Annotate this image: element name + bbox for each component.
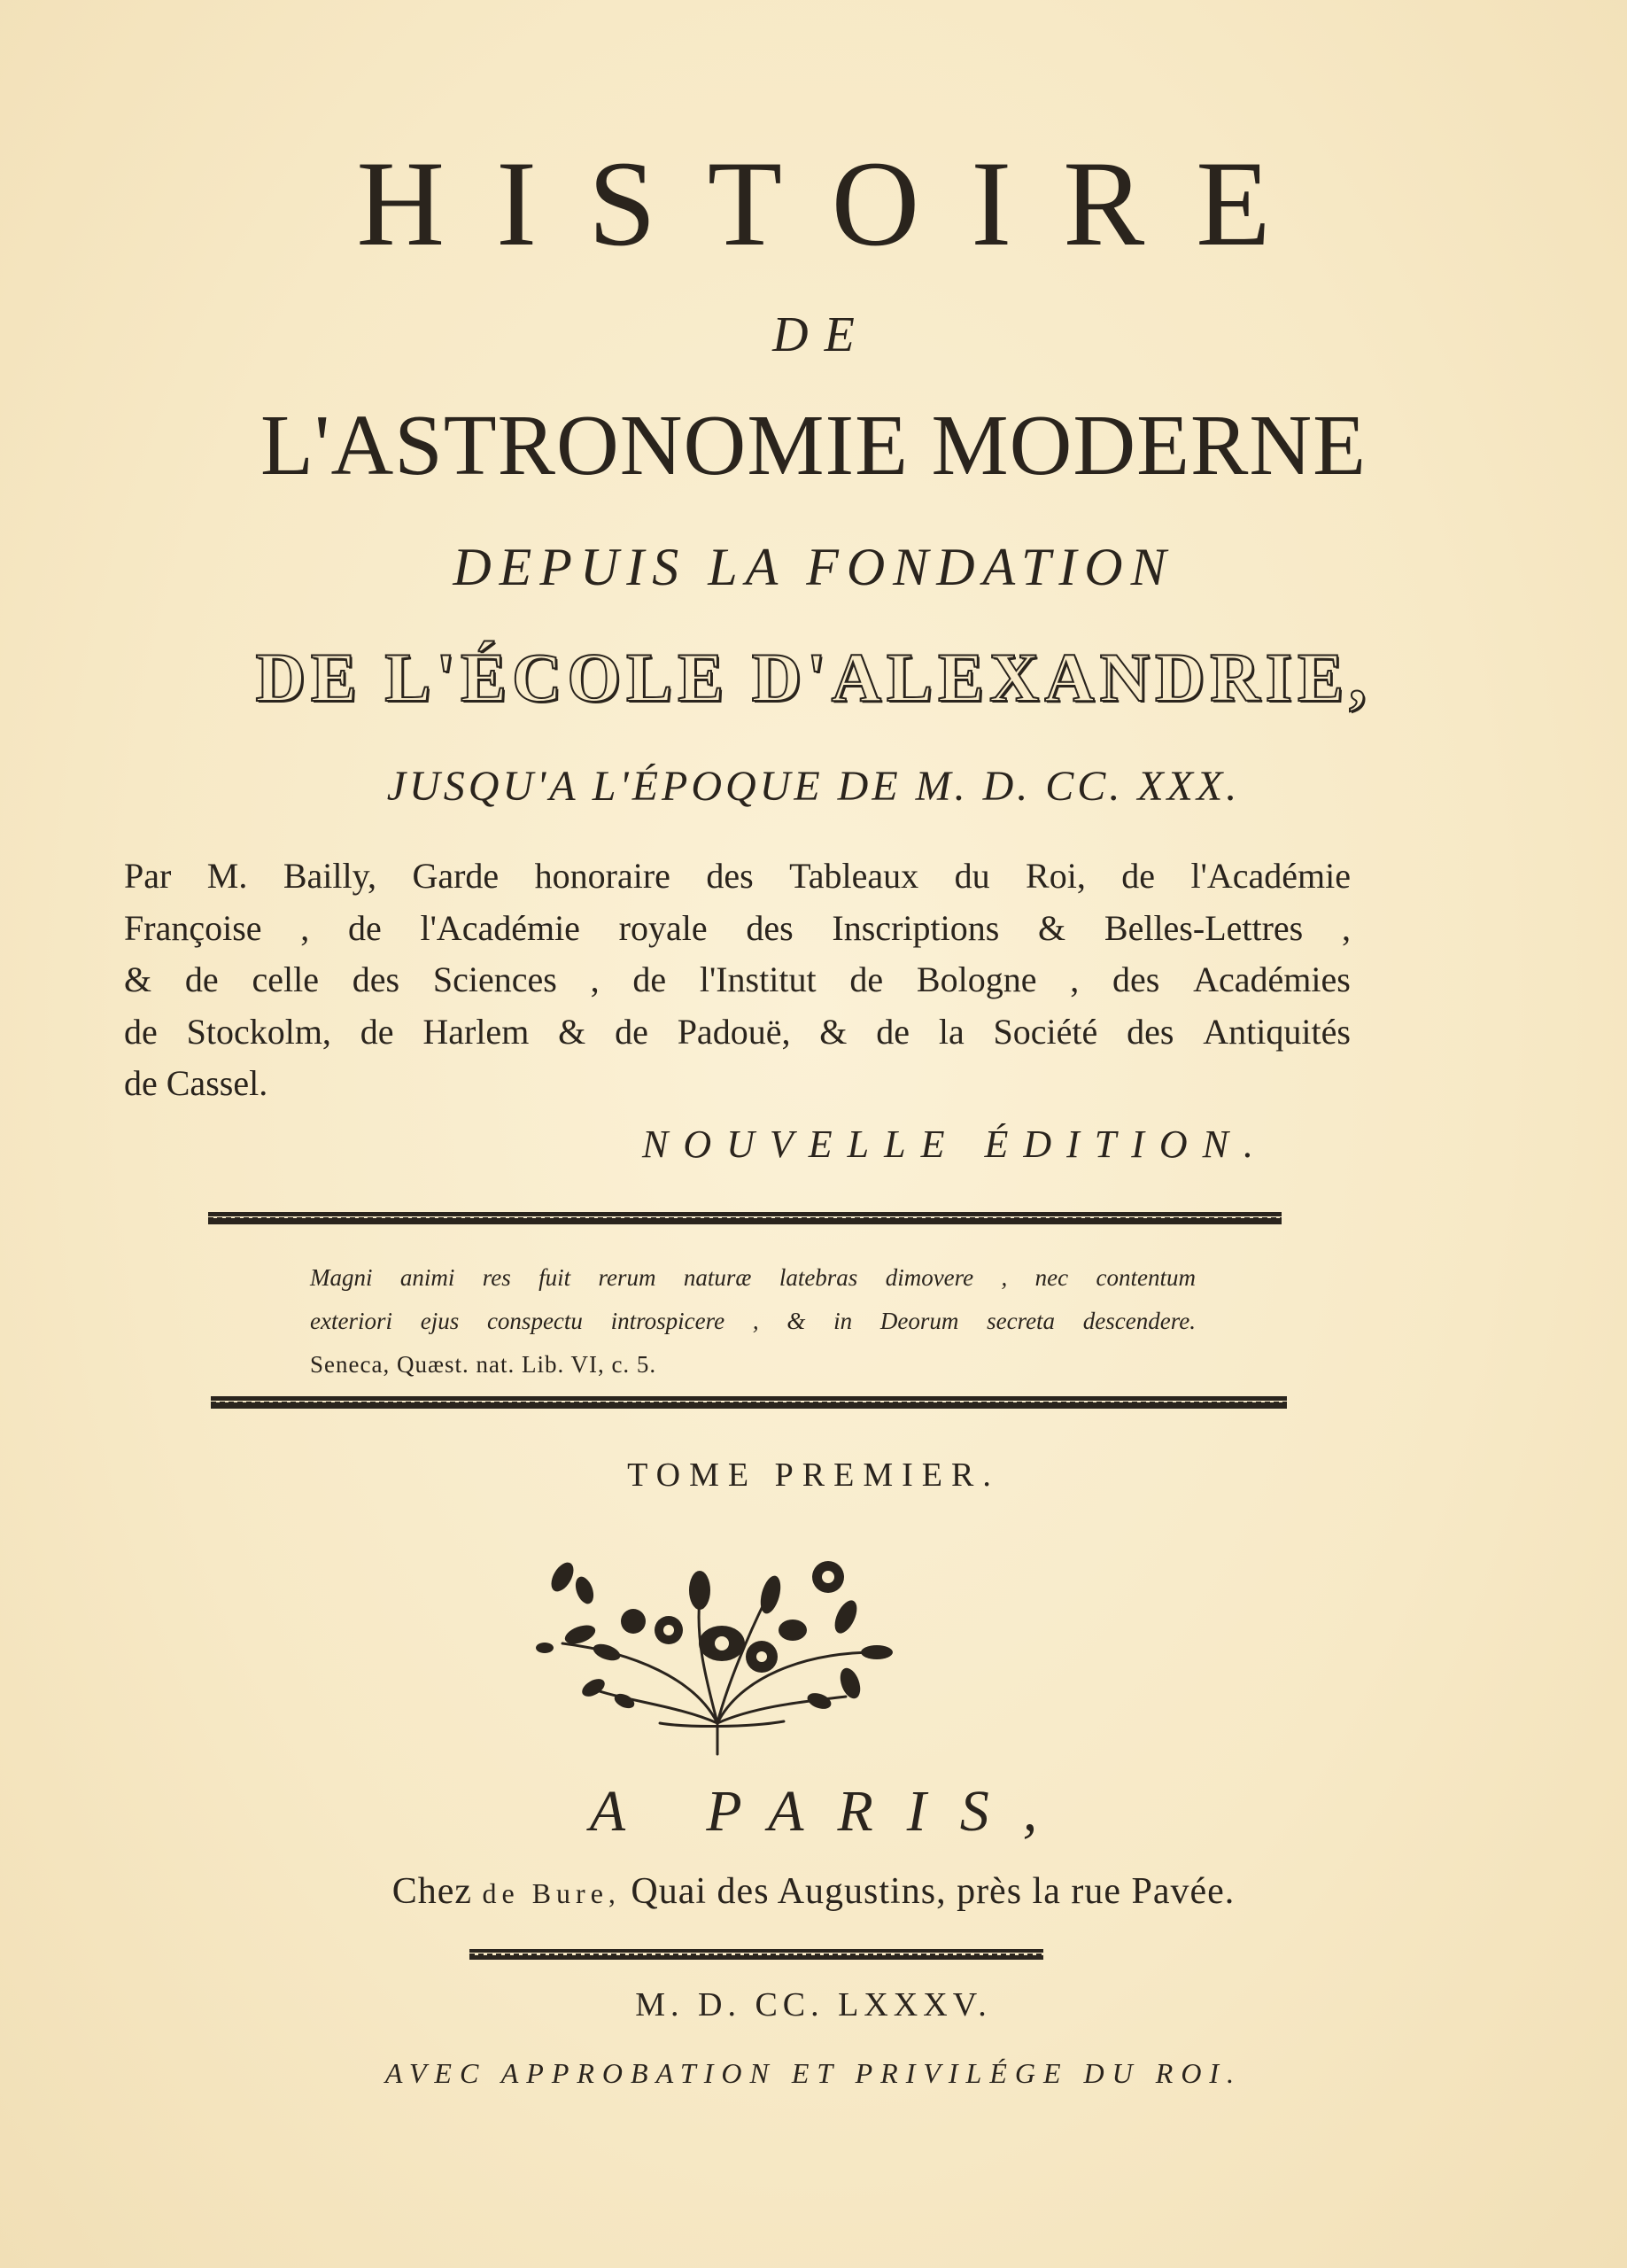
epigraph-word: , bbox=[752, 1308, 759, 1334]
author-word: Padouë, bbox=[677, 1011, 791, 1052]
volume-label: TOME PREMIER. bbox=[627, 1456, 1000, 1494]
book-subject: L'ASTRONOMIE MODERNE bbox=[260, 398, 1367, 493]
author-word: honoraire bbox=[534, 856, 670, 896]
author-word: des bbox=[746, 907, 794, 948]
publisher-name: de Bure, bbox=[482, 1877, 621, 1909]
epigraph-word: & bbox=[786, 1308, 806, 1334]
author-word: Françoise bbox=[124, 907, 262, 948]
author-word: Garde bbox=[412, 856, 500, 896]
epigraph-word: latebras bbox=[779, 1264, 858, 1291]
epigraph-line bbox=[310, 1256, 1196, 1300]
epigraph-word: contentum bbox=[1096, 1264, 1196, 1291]
subtitle-depuis: DEPUIS LA FONDATION bbox=[453, 538, 1174, 596]
author-word: de bbox=[632, 959, 667, 999]
epigraph-word: dimovere bbox=[885, 1264, 974, 1291]
author-word: Antiquités bbox=[1203, 1011, 1351, 1052]
author-word: & bbox=[819, 1011, 848, 1052]
author-word: de bbox=[124, 1011, 158, 1052]
author-word: de bbox=[615, 1011, 648, 1052]
epigraph-word: naturæ bbox=[683, 1264, 752, 1291]
author-word: de bbox=[360, 1011, 394, 1052]
author-word: Belles-Lettres bbox=[1104, 907, 1304, 948]
epigraph-source: Seneca, Quæst. nat. Lib. VI, c. 5. bbox=[310, 1351, 657, 1378]
author-word: Roi, bbox=[1026, 856, 1086, 896]
author-word: l'Institut bbox=[699, 959, 817, 999]
subtitle-ecole: DE L'ÉCOLE D'ALEXANDRIE, bbox=[255, 639, 1372, 716]
author-word: de bbox=[184, 959, 219, 999]
epigraph-word: animi bbox=[399, 1264, 455, 1291]
double-rule-bottom bbox=[211, 1396, 1287, 1409]
author-word: Sciences bbox=[432, 959, 557, 999]
imprint-publisher bbox=[0, 1865, 1627, 1920]
author-word: Tableaux bbox=[789, 856, 919, 896]
book-title: HISTOIRE bbox=[356, 136, 1322, 271]
author-word: M. bbox=[206, 856, 248, 896]
author-word: celle bbox=[252, 959, 319, 999]
author-word: Harlem bbox=[422, 1011, 530, 1052]
author-word: & bbox=[558, 1011, 586, 1052]
author-word: royale bbox=[618, 907, 708, 948]
author-word: Par bbox=[124, 856, 172, 896]
epigraph bbox=[310, 1256, 1196, 1386]
author-word: Société bbox=[993, 1011, 1098, 1052]
author-word: Académies bbox=[1193, 959, 1351, 999]
imprint-place: A PARIS, bbox=[589, 1779, 1072, 1844]
author-word: des bbox=[352, 959, 400, 999]
author-word: Bailly, bbox=[283, 856, 376, 896]
author-word: des bbox=[1127, 1011, 1174, 1052]
author-line bbox=[124, 850, 1351, 903]
privilege-line: AVEC APPROBATION ET PRIVILÉGE DU ROI. bbox=[384, 2057, 1243, 2089]
imprint-year: M. D. CC. LXXXV. bbox=[635, 1986, 992, 2023]
epigraph-word: in bbox=[833, 1308, 853, 1334]
author-word: de bbox=[1121, 856, 1156, 896]
title-de: DE bbox=[772, 307, 871, 362]
author-word: des bbox=[1112, 959, 1160, 999]
author-word: des bbox=[706, 856, 754, 896]
author-line bbox=[124, 954, 1351, 1006]
epigraph-word: ejus bbox=[420, 1308, 460, 1334]
epigraph-word: introspicere bbox=[610, 1308, 725, 1334]
subtitle-jusqua: JUSQU'A L'ÉPOQUE DE M. D. CC. XXX. bbox=[386, 763, 1241, 810]
floral-vignette-icon bbox=[527, 1546, 908, 1759]
epigraph-line bbox=[310, 1300, 1196, 1343]
author-word: Inscriptions bbox=[832, 907, 1000, 948]
author-word: de bbox=[849, 959, 884, 999]
author-word: la bbox=[938, 1011, 965, 1052]
double-rule-imprint bbox=[469, 1949, 1043, 1960]
epigraph-word: nec bbox=[1034, 1264, 1069, 1291]
author-word: & bbox=[1038, 907, 1066, 948]
author-word: & bbox=[124, 959, 152, 999]
double-rule-top bbox=[208, 1212, 1282, 1224]
author-block bbox=[124, 850, 1351, 1110]
epigraph-word: secreta bbox=[987, 1308, 1056, 1334]
author-line bbox=[124, 1058, 1351, 1110]
author-word: Bologne bbox=[916, 959, 1037, 999]
author-word: l'Académie bbox=[420, 907, 580, 948]
author-line bbox=[124, 1006, 1351, 1059]
author-word: , bbox=[1070, 959, 1080, 999]
epigraph-word: Deorum bbox=[879, 1308, 959, 1334]
epigraph-word: , bbox=[1001, 1264, 1008, 1291]
author-word: , bbox=[1341, 907, 1351, 948]
epigraph-word: exteriori bbox=[310, 1308, 392, 1334]
author-word: l'Académie bbox=[1190, 856, 1351, 896]
author-word: de bbox=[876, 1011, 910, 1052]
epigraph-word: rerum bbox=[598, 1264, 656, 1291]
epigraph-word: fuit bbox=[538, 1264, 571, 1291]
author-word: de Cassel. bbox=[124, 1063, 268, 1103]
edition-label: NOUVELLE ÉDITION. bbox=[641, 1122, 1269, 1166]
author-word: , bbox=[300, 907, 310, 948]
publisher-prefix: Chez bbox=[391, 1871, 472, 1912]
epigraph-word: conspectu bbox=[486, 1308, 583, 1334]
author-word: Stockolm, bbox=[186, 1011, 331, 1052]
author-word: du bbox=[954, 856, 990, 896]
epigraph-word: descendere. bbox=[1082, 1308, 1196, 1334]
author-word: de bbox=[347, 907, 382, 948]
publisher-address: Quai des Augustins, près la rue Pavée. bbox=[631, 1871, 1236, 1912]
author-line bbox=[124, 903, 1351, 955]
epigraph-word: Magni bbox=[310, 1264, 373, 1291]
author-word: , bbox=[590, 959, 600, 999]
epigraph-word: res bbox=[482, 1264, 511, 1291]
